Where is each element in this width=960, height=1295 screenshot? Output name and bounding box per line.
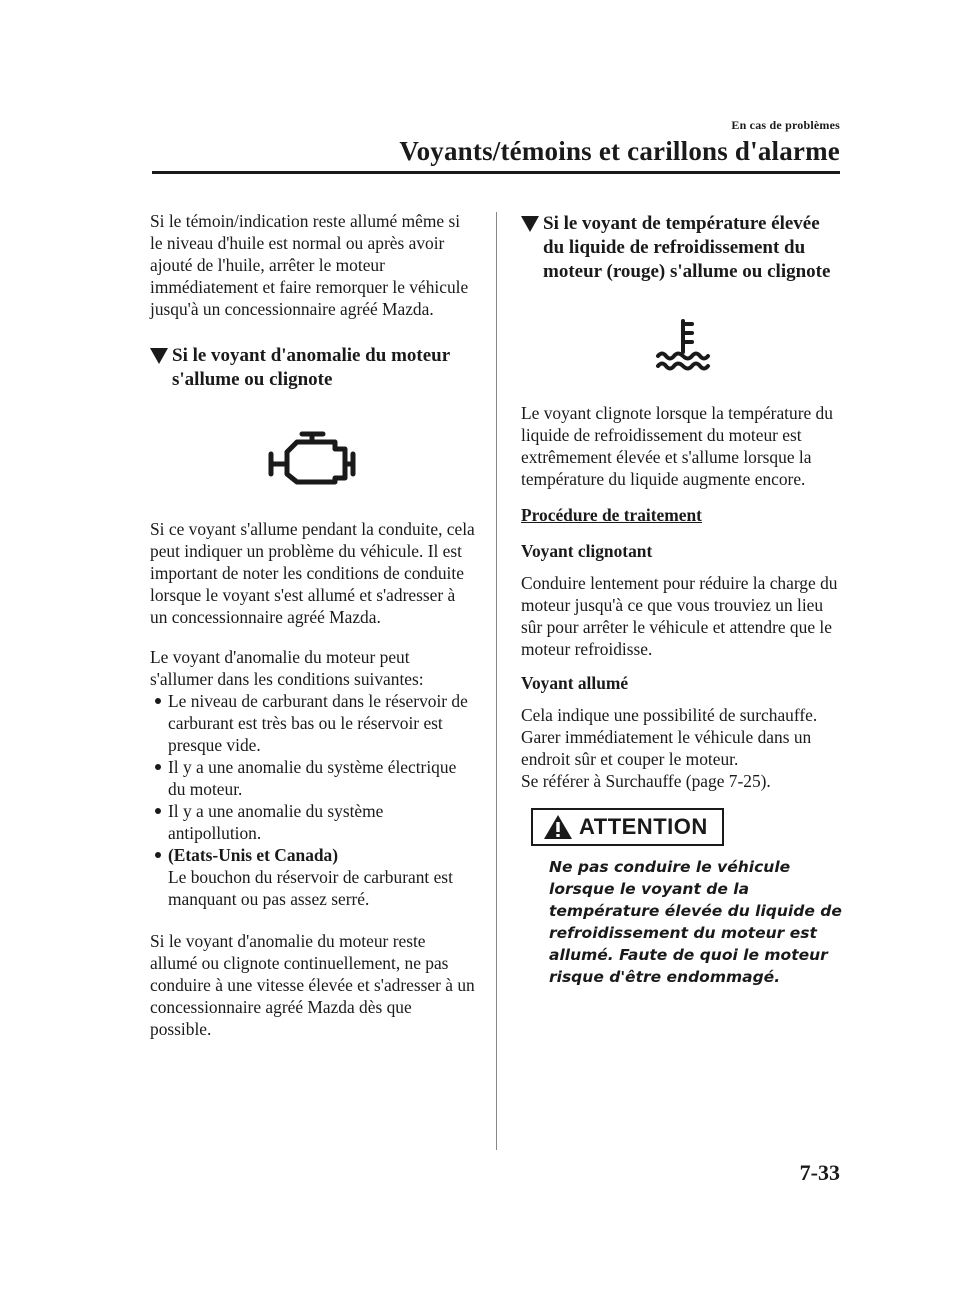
list-item: Il y a une anomalie du système antipollution. [150, 800, 476, 844]
left-column [150, 210, 476, 1040]
triangle-marker-icon [150, 348, 168, 364]
engine-paragraph-1: Si ce voyant s'allume pendant la conduite, cela peut indiquer un problème du véhicule. Il est important de noter les conditions de conduite lorsque le voyant s'est allumé et s'adresser à un concessionnaire agréé Mazda. [150, 519, 475, 627]
list-item: Le niveau de carburant dans le réservoir de carburant est très bas ou le réservoir est presque vide. [150, 690, 476, 756]
coolant-temperature-icon [652, 318, 714, 372]
triangle-marker-icon [521, 216, 539, 232]
right-column [521, 210, 845, 988]
attention-text: Ne pas conduire le véhicule lorsque le voyant de la température élevée du liquide de refroidissement du moteur est allumé. Faute de quoi le moteur risque d'être endommagé. [549, 858, 842, 986]
list-item: Il y a une anomalie du système électrique du moteur. [150, 756, 476, 800]
section-heading-engine [150, 344, 476, 392]
warning-triangle-icon [543, 814, 573, 840]
engine-paragraph-2: Le voyant d'anomalie du moteur peut s'allumer dans les conditions suivantes: [150, 647, 424, 689]
page-title: Voyants/témoins et carillons d'alarme [399, 136, 840, 166]
list-item-text: Le bouchon du réservoir de carburant est manquant ou pas assez serré. [168, 867, 453, 909]
header-section: En cas de problèmes [731, 118, 840, 132]
coolant-paragraph-1: Le voyant clignote lorsque la température du liquide de refroidissement du moteur est extrêmement élevée et s'allume lorsque la température du liquide augmente encore. [521, 403, 833, 489]
coolant-paragraph-3: Cela indique une possibilité de surchauffe. Garer immédiatement le véhicule dans un endroit sûr et couper le moteur. [521, 705, 818, 769]
header-rule [152, 171, 840, 174]
cross-reference: Se référer à Surchauffe (page 7-25). [521, 771, 771, 791]
subheading-flashing: Voyant clignotant [521, 541, 653, 561]
page-number: 7-33 [799, 1160, 840, 1185]
attention-box [531, 808, 724, 846]
check-engine-icon [265, 430, 361, 488]
engine-paragraph-3: Si le voyant d'anomalie du moteur reste allumé ou clignote continuellement, ne pas conduire à une vitesse élevée et s'adresser à un concessionnaire agréé Mazda dès que possible. [150, 931, 475, 1039]
heading-text: Si le voyant d'anomalie du moteur s'allume ou clignote [172, 345, 450, 390]
coolant-paragraph-2: Conduire lentement pour réduire la charge du moteur jusqu'à ce que vous trouviez un lieu sûr pour arrêter le véhicule et attendre que le moteur refroidisse. [521, 573, 838, 659]
heading-text: Si le voyant de température élevée du liquide de refroidissement du moteur (rouge) s'allume ou clignote [543, 213, 831, 282]
condition-list [150, 690, 476, 910]
list-item [150, 844, 476, 910]
column-divider [496, 212, 497, 1150]
list-item-region: (Etats-Unis et Canada) [168, 845, 339, 865]
procedure-heading: Procédure de traitement [521, 505, 702, 525]
subheading-on: Voyant allumé [521, 673, 629, 693]
attention-label: ATTENTION [579, 814, 708, 839]
section-heading-coolant [521, 212, 845, 284]
intro-paragraph: Si le témoin/indication reste allumé même si le niveau d'huile est normal ou après avoir ajouté de l'huile, arrêter le moteur immédiatement et faire remorquer le véhicule jusqu'à un concessionnaire agréé Mazda. [150, 211, 469, 319]
